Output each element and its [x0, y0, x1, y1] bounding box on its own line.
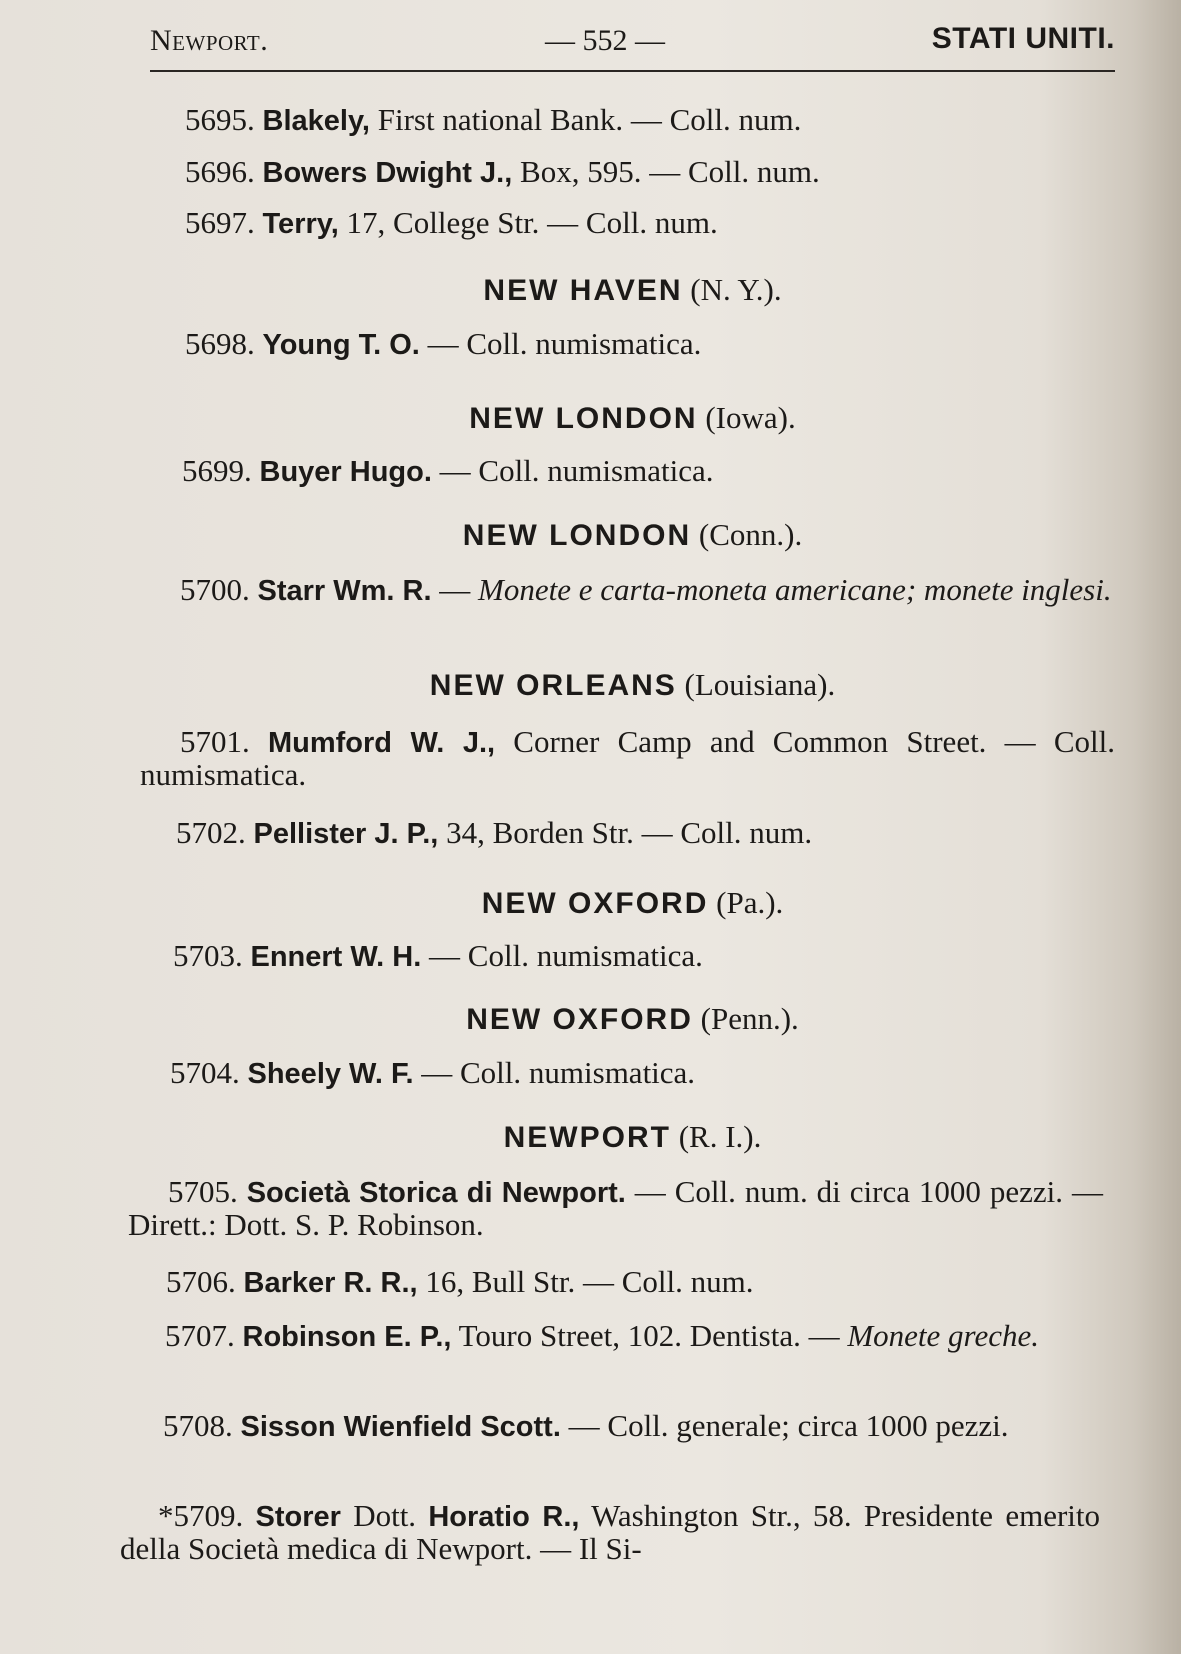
entry-text: Touro Street, 102. Dentista. — [451, 1318, 848, 1353]
entry-italic-text: Monete greche. [847, 1318, 1039, 1353]
city-heading-new-london-conn [150, 518, 1115, 553]
entry-name: Sheely W. F. [247, 1058, 414, 1090]
city-heading-new-oxford-penn [150, 1002, 1115, 1037]
entry-text: — Coll. num. di circa 1000 pezzi. — Dirett.: Dott. S. P. Robinson. [128, 1174, 1103, 1242]
entry-name: Barker R. R., [243, 1267, 418, 1299]
entry-5708 [125, 1410, 1100, 1443]
entry-name: Ennert W. H. [250, 941, 422, 973]
state-name: (R. I.). [670, 1119, 762, 1154]
entry-name: Storer [255, 1501, 341, 1533]
city-heading-new-oxford-pa [150, 886, 1115, 921]
header-rule [150, 70, 1115, 72]
entry-number: 5697. [185, 205, 255, 240]
entry-name: Robinson E. P., [242, 1321, 452, 1353]
running-head [150, 18, 1115, 68]
city-heading-new-haven [150, 273, 1115, 308]
running-head-left: Newport. [150, 24, 269, 57]
entry-number: 5702. [176, 815, 246, 850]
entry-text: — Coll. generale; circa 1000 pezzi. [560, 1408, 1009, 1443]
city-heading-newport [150, 1120, 1115, 1155]
entry-number: 5699. [182, 453, 252, 488]
entry-name: Buyer Hugo. [259, 456, 432, 488]
entry-number: 5700. [180, 572, 250, 607]
entry-name: Young T. O. [262, 329, 420, 361]
entry-number: 5696. [185, 154, 255, 189]
entry-text: — Coll. numismatica. [419, 326, 702, 361]
page-number: — 552 — [545, 24, 665, 57]
entry-name-continued: Horatio R., [428, 1501, 580, 1533]
state-name: (N. Y.). [682, 272, 782, 307]
entry-number: *5709. [158, 1498, 244, 1533]
entry-5695 [185, 104, 1115, 137]
entry-number: 5707. [165, 1318, 235, 1353]
entry-text-continued: Washington Str., 58. Presidente emerito della Società medica di Newport. — Il Si- [120, 1498, 1100, 1566]
entry-name: Terry, [262, 208, 339, 240]
entry-text: — Coll. numismatica. [431, 453, 714, 488]
entry-number: 5704. [170, 1055, 240, 1090]
city-name: NEW LONDON [462, 519, 692, 552]
entry-5706 [166, 1266, 1103, 1299]
entry-number: 5706. [166, 1264, 236, 1299]
entry-5705 [128, 1176, 1103, 1241]
city-name: NEW OXFORD [466, 1003, 693, 1036]
state-name: (Pa.). [708, 885, 784, 920]
entry-name: Pellister J. P., [253, 818, 439, 850]
entry-number: 5698. [185, 326, 255, 361]
entry-text: 17, College Str. — Coll. num. [338, 205, 718, 240]
city-name: NEW LONDON [469, 402, 698, 435]
entry-text: 34, Borden Str. — Coll. num. [438, 815, 813, 850]
entry-5703 [173, 940, 1115, 973]
running-head-right: STATI UNITI. [931, 22, 1115, 55]
state-name: (Louisiana). [676, 667, 836, 702]
entry-5700 [140, 574, 1115, 607]
entry-5701 [140, 726, 1115, 791]
entry-text: — Coll. numismatica. [421, 938, 703, 973]
entry-5709 [120, 1500, 1100, 1565]
entry-5702 [176, 817, 1115, 850]
entry-text: — Coll. numismatica. [413, 1055, 696, 1090]
city-name: NEWPORT [503, 1121, 671, 1154]
state-name: (Conn.). [691, 517, 803, 552]
entry-number: 5703. [173, 938, 243, 973]
state-name: (Iowa). [697, 400, 796, 435]
entry-name: Sisson Wienfield Scott. [240, 1411, 561, 1443]
entry-5699 [182, 455, 1115, 488]
entry-text: — [431, 572, 479, 607]
entry-text: Dott. [340, 1498, 429, 1533]
state-name: (Penn.). [692, 1001, 799, 1036]
entry-text: First national Bank. — Coll. num. [369, 102, 802, 137]
entry-name: Blakely, [262, 105, 370, 137]
entry-name: Mumford W. J., [267, 727, 496, 759]
entry-text: 16, Bull Str. — Coll. num. [417, 1264, 754, 1299]
entry-number: 5705. [168, 1174, 238, 1209]
entry-5704 [170, 1057, 1115, 1090]
city-name: NEW ORLEANS [429, 669, 677, 702]
entry-number: 5695. [185, 102, 255, 137]
entry-text: Box, 595. — Coll. num. [512, 154, 820, 189]
entry-italic-text: Monete e carta-moneta americane; monete inglesi. [478, 572, 1112, 607]
entry-5707 [125, 1320, 1100, 1353]
entry-5696 [185, 156, 1115, 189]
entry-number: 5708. [163, 1408, 233, 1443]
city-heading-new-orleans [150, 668, 1115, 703]
city-name: NEW HAVEN [483, 274, 683, 307]
entry-name: Starr Wm. R. [257, 575, 432, 607]
entry-5698 [185, 328, 1115, 361]
entry-text: Corner Camp and Common Street. — Coll. numismatica. [140, 724, 1115, 792]
entry-name: Bowers Dwight J., [262, 157, 513, 189]
entry-5697 [185, 207, 1115, 240]
entry-name: Società Storica di Newport. [246, 1177, 626, 1209]
city-heading-new-london-iowa [150, 401, 1115, 436]
city-name: NEW OXFORD [481, 887, 709, 920]
entry-number: 5701. [180, 724, 250, 759]
